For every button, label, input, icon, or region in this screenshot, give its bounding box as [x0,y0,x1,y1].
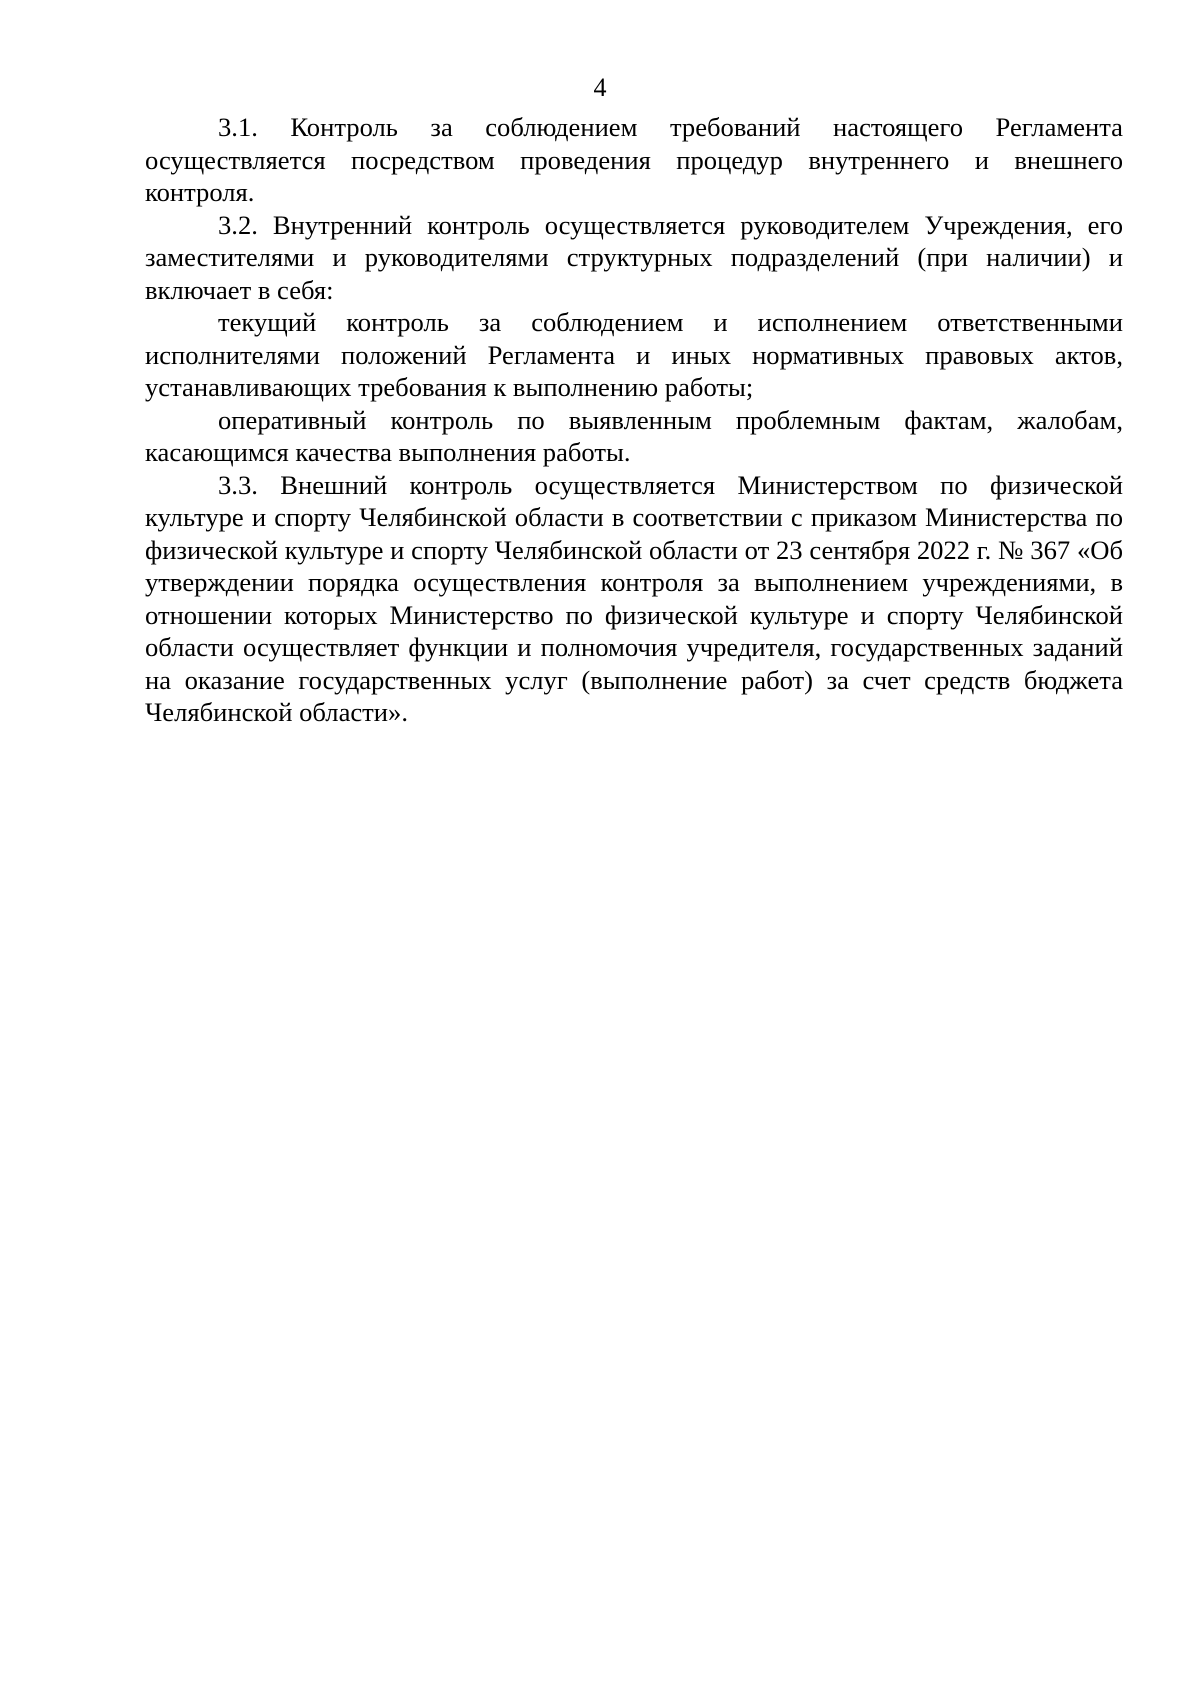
paragraph-operational-control: оперативный контроль по выявленным проблемным фактам, жалобам, касающимся качества выполнения работы. [145,404,1123,467]
paragraph-current-control: текущий контроль за соблюдением и исполнением ответственными исполнителями положений Регламента и иных нормативных правовых актов, устанавливающих требования к выполнению работы; [145,307,1123,402]
paragraph-3-3: 3.3. Внешний контроль осуществляется Министерством по физической культуре и спорту Челябинской области в соответствии с приказом Министерства по физической культуре и спорту Челябинской области от 23 сентября 2022 г. № 367 «Об утверждении порядка осуществления контроля за выполнением учреждениями, в отношении которых Министерство по физической культуре и спорту Челябинской области осуществляет функции и полномочия учредителя, государственных заданий на оказание государственных услуг (выполнение работ) за счет средств бюджета Челябинской области». [145,469,1123,727]
page-number: 4 [593,73,607,102]
paragraph-3-1: 3.1. Контроль за соблюдением требований настоящего Регламента осуществляется посредством проведения процедур внутреннего и внешнего контроля. [145,112,1123,207]
document-body [145,111,1123,729]
paragraph-3-2: 3.2. Внутренний контроль осуществляется руководителем Учреждения, его заместителями и руководителями структурных подразделений (при наличии) и включает в себя: [145,209,1123,305]
